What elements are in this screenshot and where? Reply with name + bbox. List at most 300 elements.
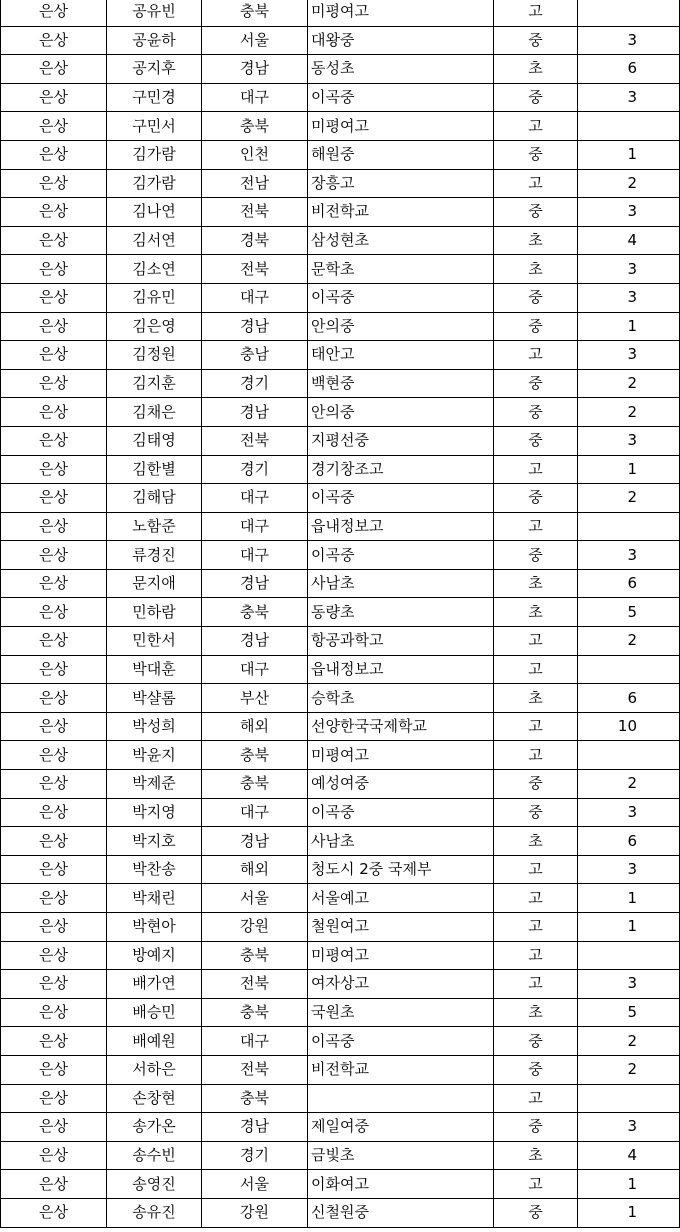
level-cell: 중: [494, 1027, 578, 1056]
level-cell: 중: [494, 83, 578, 112]
level-cell: 고: [494, 627, 578, 656]
name-cell: 박제준: [107, 770, 202, 799]
award-cell: 은상: [1, 798, 107, 827]
region-cell: 경남: [202, 398, 308, 427]
name-cell: 구민서: [107, 112, 202, 141]
school-cell: 사남초: [308, 827, 494, 856]
school-cell: 안의중: [308, 398, 494, 427]
name-cell: 박지호: [107, 827, 202, 856]
region-cell: 서울: [202, 26, 308, 55]
level-cell: 초: [494, 569, 578, 598]
name-cell: 손창현: [107, 1084, 202, 1113]
table-row: [1, 398, 680, 427]
level-cell: 고: [494, 0, 578, 26]
grade-cell: 3: [578, 970, 680, 999]
region-cell: 경북: [202, 226, 308, 255]
name-cell: 송영진: [107, 1170, 202, 1199]
name-cell: 김채은: [107, 398, 202, 427]
grade-cell: 1: [578, 884, 680, 913]
region-cell: 서울: [202, 884, 308, 913]
table-row: [1, 112, 680, 141]
name-cell: 김은영: [107, 312, 202, 341]
table-row: [1, 1084, 680, 1113]
name-cell: 김소연: [107, 255, 202, 284]
level-cell: 고: [494, 655, 578, 684]
school-cell: 이곡중: [308, 484, 494, 513]
award-cell: 은상: [1, 741, 107, 770]
school-cell: 미평여고: [308, 741, 494, 770]
name-cell: 김가람: [107, 169, 202, 198]
grade-cell: [578, 0, 680, 26]
school-cell: 비전학교: [308, 198, 494, 227]
table-row: [1, 598, 680, 627]
level-cell: 고: [494, 455, 578, 484]
region-cell: 경남: [202, 55, 308, 84]
level-cell: 고: [494, 1084, 578, 1113]
grade-cell: 1: [578, 140, 680, 169]
name-cell: 박찬송: [107, 855, 202, 884]
table-row: [1, 1198, 680, 1227]
grade-cell: 6: [578, 684, 680, 713]
level-cell: 고: [494, 941, 578, 970]
award-cell: 은상: [1, 83, 107, 112]
school-cell: 삼성현초: [308, 226, 494, 255]
award-cell: 은상: [1, 541, 107, 570]
region-cell: 충북: [202, 1084, 308, 1113]
table-row: [1, 83, 680, 112]
region-cell: 강원: [202, 1198, 308, 1227]
award-cell: 은상: [1, 255, 107, 284]
table-row: [1, 169, 680, 198]
award-cell: 은상: [1, 1113, 107, 1142]
grade-cell: 3: [578, 198, 680, 227]
award-cell: 은상: [1, 913, 107, 942]
name-cell: 김유민: [107, 283, 202, 312]
name-cell: 김지훈: [107, 369, 202, 398]
grade-cell: 3: [578, 283, 680, 312]
table-row: [1, 827, 680, 856]
name-cell: 공유빈: [107, 0, 202, 26]
table-row: [1, 798, 680, 827]
table-row: [1, 512, 680, 541]
table-row: [1, 140, 680, 169]
table-row: [1, 226, 680, 255]
name-cell: 김태영: [107, 426, 202, 455]
name-cell: 송수빈: [107, 1141, 202, 1170]
table-row: [1, 55, 680, 84]
award-cell: 은상: [1, 1170, 107, 1199]
table-row: [1, 998, 680, 1027]
region-cell: 충북: [202, 770, 308, 799]
table-row: [1, 970, 680, 999]
level-cell: 중: [494, 26, 578, 55]
table-row: [1, 255, 680, 284]
grade-cell: 3: [578, 426, 680, 455]
award-table-body: [1, 0, 680, 1227]
award-cell: 은상: [1, 112, 107, 141]
grade-cell: 2: [578, 484, 680, 513]
region-cell: 대구: [202, 83, 308, 112]
name-cell: 박현아: [107, 913, 202, 942]
level-cell: 중: [494, 484, 578, 513]
region-cell: 전북: [202, 255, 308, 284]
region-cell: 전북: [202, 426, 308, 455]
table-row: [1, 627, 680, 656]
school-cell: 읍내정보고: [308, 655, 494, 684]
award-cell: 은상: [1, 26, 107, 55]
school-cell: 국원초: [308, 998, 494, 1027]
table-row: [1, 198, 680, 227]
region-cell: 전남: [202, 169, 308, 198]
region-cell: 해외: [202, 855, 308, 884]
region-cell: 경남: [202, 1113, 308, 1142]
school-cell: 장흥고: [308, 169, 494, 198]
name-cell: 서하은: [107, 1055, 202, 1084]
school-cell: 승학초: [308, 684, 494, 713]
table-row: [1, 913, 680, 942]
school-cell: 이곡중: [308, 1027, 494, 1056]
table-row: [1, 1141, 680, 1170]
level-cell: 고: [494, 1170, 578, 1199]
grade-cell: 6: [578, 569, 680, 598]
name-cell: 김가람: [107, 140, 202, 169]
grade-cell: 3: [578, 255, 680, 284]
award-cell: 은상: [1, 569, 107, 598]
award-cell: 은상: [1, 140, 107, 169]
school-cell: 백현중: [308, 369, 494, 398]
level-cell: 고: [494, 169, 578, 198]
region-cell: 인천: [202, 140, 308, 169]
level-cell: 고: [494, 112, 578, 141]
school-cell: 경기창조고: [308, 455, 494, 484]
table-row: [1, 1170, 680, 1199]
school-cell: 이곡중: [308, 541, 494, 570]
award-cell: 은상: [1, 1198, 107, 1227]
region-cell: 경남: [202, 569, 308, 598]
grade-cell: 1: [578, 1170, 680, 1199]
level-cell: 중: [494, 1198, 578, 1227]
level-cell: 초: [494, 684, 578, 713]
award-cell: 은상: [1, 0, 107, 26]
table-row: [1, 770, 680, 799]
grade-cell: [578, 112, 680, 141]
name-cell: 김한별: [107, 455, 202, 484]
award-cell: 은상: [1, 512, 107, 541]
region-cell: 대구: [202, 541, 308, 570]
name-cell: 박윤지: [107, 741, 202, 770]
grade-cell: 2: [578, 627, 680, 656]
table-row: [1, 283, 680, 312]
level-cell: 중: [494, 1055, 578, 1084]
name-cell: 문지애: [107, 569, 202, 598]
name-cell: 송유진: [107, 1198, 202, 1227]
table-row: [1, 484, 680, 513]
level-cell: 고: [494, 712, 578, 741]
award-cell: 은상: [1, 1141, 107, 1170]
table-row: [1, 0, 680, 26]
award-cell: 은상: [1, 226, 107, 255]
name-cell: 민하람: [107, 598, 202, 627]
award-cell: 은상: [1, 655, 107, 684]
award-cell: 은상: [1, 970, 107, 999]
level-cell: 중: [494, 426, 578, 455]
name-cell: 김서연: [107, 226, 202, 255]
table-row: [1, 684, 680, 713]
name-cell: 공지후: [107, 55, 202, 84]
table-row: [1, 941, 680, 970]
level-cell: 중: [494, 1113, 578, 1142]
table-row: [1, 569, 680, 598]
grade-cell: 2: [578, 1055, 680, 1084]
school-cell: 신철원중: [308, 1198, 494, 1227]
region-cell: 충북: [202, 998, 308, 1027]
grade-cell: 2: [578, 169, 680, 198]
level-cell: 초: [494, 255, 578, 284]
region-cell: 전북: [202, 198, 308, 227]
award-cell: 은상: [1, 369, 107, 398]
award-cell: 은상: [1, 598, 107, 627]
school-cell: 해원중: [308, 140, 494, 169]
name-cell: 노함준: [107, 512, 202, 541]
level-cell: 중: [494, 798, 578, 827]
name-cell: 공윤하: [107, 26, 202, 55]
name-cell: 김정원: [107, 341, 202, 370]
region-cell: 대구: [202, 1027, 308, 1056]
school-cell: 미평여고: [308, 0, 494, 26]
grade-cell: 1: [578, 913, 680, 942]
grade-cell: 3: [578, 26, 680, 55]
name-cell: 배예원: [107, 1027, 202, 1056]
school-cell: 동성초: [308, 55, 494, 84]
grade-cell: 3: [578, 341, 680, 370]
region-cell: 대구: [202, 655, 308, 684]
table-row: [1, 884, 680, 913]
grade-cell: [578, 741, 680, 770]
grade-cell: 6: [578, 55, 680, 84]
grade-cell: [578, 1084, 680, 1113]
grade-cell: [578, 655, 680, 684]
region-cell: 대구: [202, 798, 308, 827]
grade-cell: 4: [578, 226, 680, 255]
award-cell: 은상: [1, 426, 107, 455]
level-cell: 초: [494, 1141, 578, 1170]
region-cell: 해외: [202, 712, 308, 741]
table-row: [1, 369, 680, 398]
table-row: [1, 741, 680, 770]
award-cell: 은상: [1, 1055, 107, 1084]
school-cell: 철원여고: [308, 913, 494, 942]
region-cell: 경기: [202, 455, 308, 484]
award-cell: 은상: [1, 627, 107, 656]
region-cell: 충북: [202, 741, 308, 770]
region-cell: 대구: [202, 484, 308, 513]
school-cell: 비전학교: [308, 1055, 494, 1084]
region-cell: 전북: [202, 970, 308, 999]
award-cell: 은상: [1, 455, 107, 484]
level-cell: 중: [494, 770, 578, 799]
level-cell: 중: [494, 398, 578, 427]
grade-cell: 2: [578, 398, 680, 427]
school-cell: 읍내정보고: [308, 512, 494, 541]
school-cell: 서울예고: [308, 884, 494, 913]
name-cell: 김해담: [107, 484, 202, 513]
award-cell: 은상: [1, 55, 107, 84]
table-row: [1, 712, 680, 741]
grade-cell: 3: [578, 798, 680, 827]
region-cell: 대구: [202, 283, 308, 312]
grade-cell: 3: [578, 855, 680, 884]
level-cell: 고: [494, 970, 578, 999]
region-cell: 경남: [202, 627, 308, 656]
region-cell: 경남: [202, 312, 308, 341]
grade-cell: 2: [578, 770, 680, 799]
grade-cell: 2: [578, 369, 680, 398]
name-cell: 배가연: [107, 970, 202, 999]
level-cell: 중: [494, 369, 578, 398]
school-cell: 이곡중: [308, 283, 494, 312]
table-row: [1, 26, 680, 55]
school-cell: 항공과학고: [308, 627, 494, 656]
name-cell: 송가온: [107, 1113, 202, 1142]
level-cell: 중: [494, 198, 578, 227]
table-row: [1, 455, 680, 484]
school-cell: 동량초: [308, 598, 494, 627]
region-cell: 전북: [202, 1055, 308, 1084]
level-cell: 고: [494, 512, 578, 541]
table-row: [1, 541, 680, 570]
grade-cell: 3: [578, 1113, 680, 1142]
grade-cell: 2: [578, 1027, 680, 1056]
level-cell: 중: [494, 283, 578, 312]
level-cell: 고: [494, 884, 578, 913]
award-cell: 은상: [1, 169, 107, 198]
school-cell: 미평여고: [308, 941, 494, 970]
school-cell: 선양한국국제학교: [308, 712, 494, 741]
grade-cell: 3: [578, 83, 680, 112]
table-row: [1, 855, 680, 884]
name-cell: 박성희: [107, 712, 202, 741]
award-cell: 은상: [1, 827, 107, 856]
level-cell: 초: [494, 226, 578, 255]
grade-cell: 5: [578, 598, 680, 627]
school-cell: 이곡중: [308, 83, 494, 112]
level-cell: 중: [494, 541, 578, 570]
region-cell: 충북: [202, 0, 308, 26]
school-cell: 미평여고: [308, 112, 494, 141]
name-cell: 박지영: [107, 798, 202, 827]
award-cell: 은상: [1, 855, 107, 884]
region-cell: 서울: [202, 1170, 308, 1199]
grade-cell: 1: [578, 455, 680, 484]
region-cell: 경기: [202, 369, 308, 398]
table-row: [1, 1055, 680, 1084]
school-cell: 금빛초: [308, 1141, 494, 1170]
region-cell: 충북: [202, 112, 308, 141]
name-cell: 박대훈: [107, 655, 202, 684]
name-cell: 박샬롬: [107, 684, 202, 713]
level-cell: 고: [494, 341, 578, 370]
level-cell: 초: [494, 827, 578, 856]
grade-cell: 10: [578, 712, 680, 741]
name-cell: 방예지: [107, 941, 202, 970]
school-cell: 청도시 2중 국제부: [308, 855, 494, 884]
level-cell: 고: [494, 913, 578, 942]
table-row: [1, 1113, 680, 1142]
region-cell: 강원: [202, 913, 308, 942]
name-cell: 민한서: [107, 627, 202, 656]
award-cell: 은상: [1, 770, 107, 799]
grade-cell: 1: [578, 1198, 680, 1227]
school-cell: 제일여중: [308, 1113, 494, 1142]
region-cell: 부산: [202, 684, 308, 713]
grade-cell: 1: [578, 312, 680, 341]
table-row: [1, 1027, 680, 1056]
region-cell: 충남: [202, 341, 308, 370]
school-cell: 문학초: [308, 255, 494, 284]
award-cell: 은상: [1, 1027, 107, 1056]
region-cell: 경남: [202, 827, 308, 856]
school-cell: 지평선중: [308, 426, 494, 455]
grade-cell: [578, 512, 680, 541]
region-cell: 충북: [202, 941, 308, 970]
name-cell: 김나연: [107, 198, 202, 227]
award-cell: 은상: [1, 484, 107, 513]
grade-cell: 3: [578, 541, 680, 570]
level-cell: 고: [494, 741, 578, 770]
award-cell: 은상: [1, 712, 107, 741]
level-cell: 중: [494, 140, 578, 169]
award-cell: 은상: [1, 884, 107, 913]
school-cell: [308, 1084, 494, 1113]
table-row: [1, 426, 680, 455]
award-cell: 은상: [1, 398, 107, 427]
table-row: [1, 312, 680, 341]
table-row: [1, 341, 680, 370]
award-cell: 은상: [1, 1084, 107, 1113]
region-cell: 충북: [202, 598, 308, 627]
award-cell: 은상: [1, 998, 107, 1027]
award-cell: 은상: [1, 283, 107, 312]
name-cell: 박채린: [107, 884, 202, 913]
school-cell: 예성여중: [308, 770, 494, 799]
award-cell: 은상: [1, 941, 107, 970]
table-row: [1, 655, 680, 684]
school-cell: 대왕중: [308, 26, 494, 55]
name-cell: 류경진: [107, 541, 202, 570]
grade-cell: 4: [578, 1141, 680, 1170]
level-cell: 초: [494, 55, 578, 84]
region-cell: 경기: [202, 1141, 308, 1170]
award-cell: 은상: [1, 312, 107, 341]
region-cell: 대구: [202, 512, 308, 541]
award-cell: 은상: [1, 341, 107, 370]
school-cell: 여자상고: [308, 970, 494, 999]
award-cell: 은상: [1, 198, 107, 227]
level-cell: 중: [494, 312, 578, 341]
grade-cell: [578, 941, 680, 970]
level-cell: 초: [494, 998, 578, 1027]
name-cell: 구민경: [107, 83, 202, 112]
school-cell: 태안고: [308, 341, 494, 370]
grade-cell: 5: [578, 998, 680, 1027]
school-cell: 이곡중: [308, 798, 494, 827]
level-cell: 고: [494, 855, 578, 884]
school-cell: 사남초: [308, 569, 494, 598]
school-cell: 이화여고: [308, 1170, 494, 1199]
grade-cell: 6: [578, 827, 680, 856]
level-cell: 초: [494, 598, 578, 627]
school-cell: 안의중: [308, 312, 494, 341]
